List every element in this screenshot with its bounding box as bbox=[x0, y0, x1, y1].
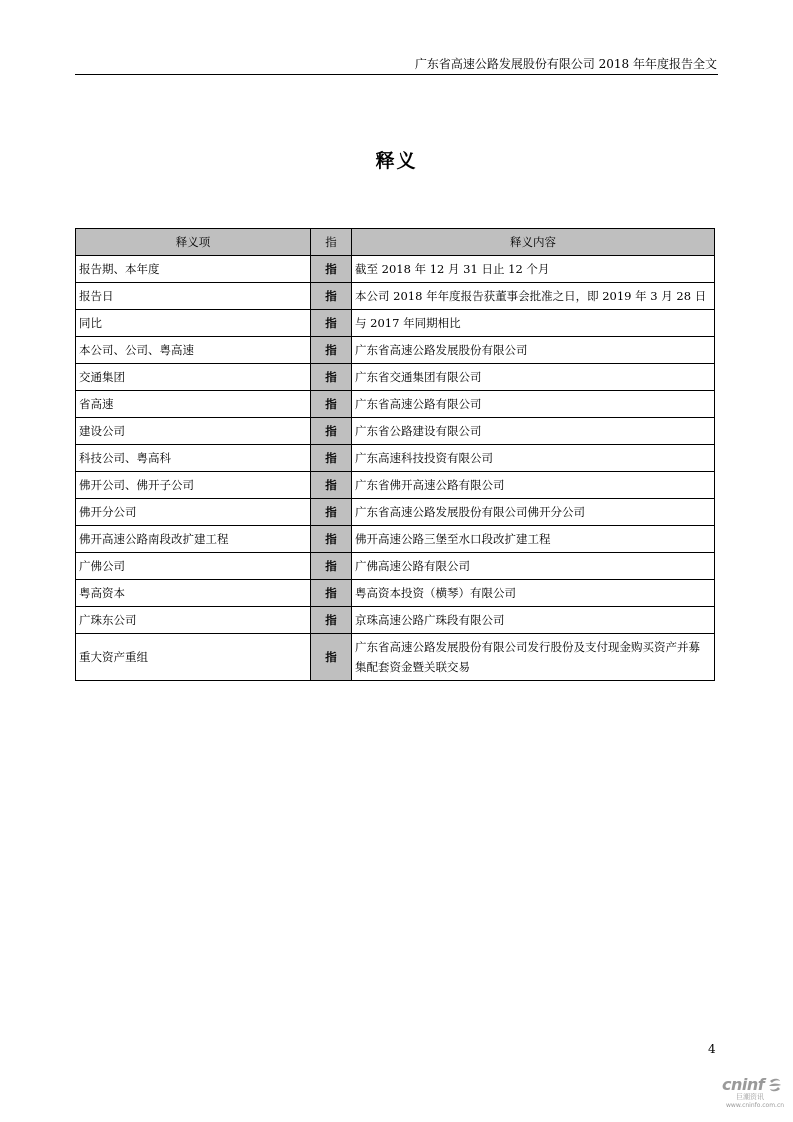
term-cell: 建设公司 bbox=[76, 418, 311, 445]
definition-cell: 截至 2018 年 12 月 31 日止 12 个月 bbox=[352, 256, 715, 283]
marker-cell: 指 bbox=[311, 607, 352, 634]
term-cell: 重大资产重组 bbox=[76, 634, 311, 681]
marker-cell: 指 bbox=[311, 445, 352, 472]
table-row bbox=[76, 553, 715, 580]
term-cell: 粤高资本 bbox=[76, 580, 311, 607]
definition-cell: 广东高速科技投资有限公司 bbox=[352, 445, 715, 472]
page-number: 4 bbox=[708, 1042, 716, 1056]
marker-cell: 指 bbox=[311, 283, 352, 310]
term-cell: 省高速 bbox=[76, 391, 311, 418]
definition-cell: 广东省高速公路发展股份有限公司发行股份及支付现金购买资产并募集配套资金暨关联交易 bbox=[352, 634, 715, 681]
table-row bbox=[76, 256, 715, 283]
table-row bbox=[76, 418, 715, 445]
term-cell: 佛开公司、佛开子公司 bbox=[76, 472, 311, 499]
cninfo-logo-text: cninf bbox=[722, 1075, 765, 1094]
marker-cell: 指 bbox=[311, 418, 352, 445]
table-row bbox=[76, 499, 715, 526]
table-row bbox=[76, 607, 715, 634]
definition-cell: 广东省高速公路发展股份有限公司佛开分公司 bbox=[352, 499, 715, 526]
cninfo-swirl-icon bbox=[767, 1077, 783, 1093]
table-row bbox=[76, 472, 715, 499]
term-cell: 本公司、公司、粤高速 bbox=[76, 337, 311, 364]
header-term: 释义项 bbox=[76, 229, 311, 256]
table-row bbox=[76, 445, 715, 472]
definition-cell: 粤高资本投资（横琴）有限公司 bbox=[352, 580, 715, 607]
page-title: 释义 bbox=[375, 150, 418, 172]
definition-cell: 广东省佛开高速公路有限公司 bbox=[352, 472, 715, 499]
definition-cell: 广东省公路建设有限公司 bbox=[352, 418, 715, 445]
table-row bbox=[76, 337, 715, 364]
term-cell: 报告日 bbox=[76, 283, 311, 310]
table-row bbox=[76, 634, 715, 681]
header-definition: 释义内容 bbox=[352, 229, 715, 256]
definition-cell: 广东省交通集团有限公司 bbox=[352, 364, 715, 391]
definition-cell: 佛开高速公路三堡至水口段改扩建工程 bbox=[352, 526, 715, 553]
cninfo-url: www.cninfo.com.cn bbox=[726, 1102, 785, 1109]
definition-cell: 京珠高速公路广珠段有限公司 bbox=[352, 607, 715, 634]
marker-cell: 指 bbox=[311, 526, 352, 553]
definition-cell: 广东省高速公路发展股份有限公司 bbox=[352, 337, 715, 364]
term-cell: 广佛公司 bbox=[76, 553, 311, 580]
definition-cell: 广东省高速公路有限公司 bbox=[352, 391, 715, 418]
term-cell: 佛开分公司 bbox=[76, 499, 311, 526]
marker-cell: 指 bbox=[311, 472, 352, 499]
marker-cell: 指 bbox=[311, 391, 352, 418]
term-cell: 报告期、本年度 bbox=[76, 256, 311, 283]
marker-cell: 指 bbox=[311, 499, 352, 526]
marker-cell: 指 bbox=[311, 580, 352, 607]
table-row bbox=[76, 391, 715, 418]
definition-cell: 广佛高速公路有限公司 bbox=[352, 553, 715, 580]
header-marker: 指 bbox=[311, 229, 352, 256]
cninfo-watermark bbox=[722, 1076, 784, 1112]
marker-cell: 指 bbox=[311, 364, 352, 391]
marker-cell: 指 bbox=[311, 337, 352, 364]
marker-cell: 指 bbox=[311, 553, 352, 580]
cninfo-chinese-name: 巨潮资讯 bbox=[736, 1093, 764, 1101]
marker-cell: 指 bbox=[311, 310, 352, 337]
definitions-table bbox=[75, 228, 715, 681]
definition-cell: 与 2017 年同期相比 bbox=[352, 310, 715, 337]
header-divider bbox=[75, 74, 718, 75]
term-cell: 广珠东公司 bbox=[76, 607, 311, 634]
term-cell: 科技公司、粤高科 bbox=[76, 445, 311, 472]
table-row bbox=[76, 310, 715, 337]
table-row bbox=[76, 526, 715, 553]
term-cell: 同比 bbox=[76, 310, 311, 337]
running-header: 广东省高速公路发展股份有限公司 2018 年年度报告全文 bbox=[414, 57, 717, 71]
definition-cell: 本公司 2018 年年度报告获董事会批准之日，即 2019 年 3 月 28 日 bbox=[352, 283, 715, 310]
table-row bbox=[76, 580, 715, 607]
marker-cell: 指 bbox=[311, 634, 352, 681]
term-cell: 交通集团 bbox=[76, 364, 311, 391]
table-header-row bbox=[76, 229, 715, 256]
table-row bbox=[76, 364, 715, 391]
table-row bbox=[76, 283, 715, 310]
term-cell: 佛开高速公路南段改扩建工程 bbox=[76, 526, 311, 553]
marker-cell: 指 bbox=[311, 256, 352, 283]
